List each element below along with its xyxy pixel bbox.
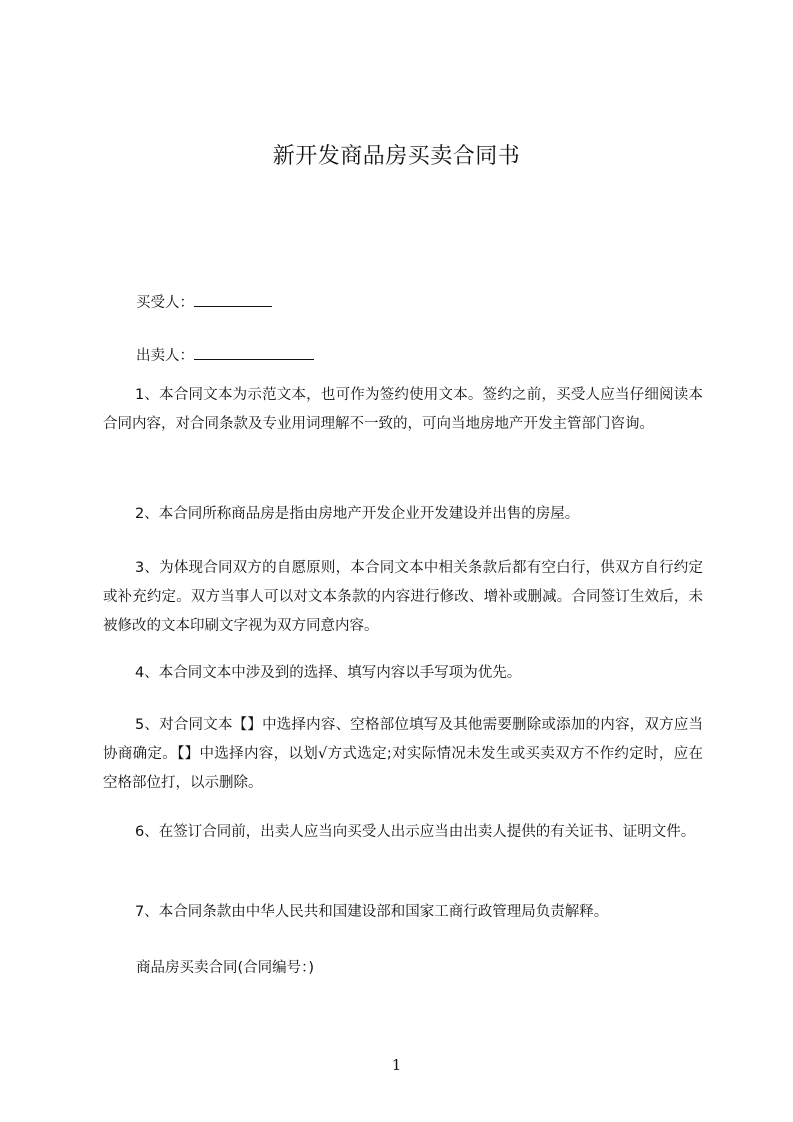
buyer-field: [136, 292, 272, 313]
contract-number-line: 商品房买卖合同(合同编号：): [136, 960, 315, 976]
paragraph-2: 2、本合同所称商品房是指由房地产开发企业开发建设并出售的房屋。: [135, 506, 580, 522]
buyer-blank-line: [194, 292, 272, 307]
paragraph-6: 6、在签订合同前，出卖人应当向买受人出示应当由出卖人提供的有关证书、证明文件。: [135, 824, 696, 840]
document-title: 新开发商品房买卖合同书: [272, 144, 521, 169]
paragraph-3: 3、为体现合同双方的自愿原则，本合同文本中相关条款后都有空白行，供双方自行约定或补充约定。双方当事人可以对文本条款的内容进行修改、增补或删减。合同签订生效后，未被修改的文本印刷文字视为双方同意内容。: [103, 560, 703, 634]
seller-blank-line: [194, 345, 314, 360]
page-number: 1: [391, 1056, 402, 1074]
paragraph-4: 4、本合同文本中涉及到的选择、填写内容以手写项为优先。: [135, 665, 522, 681]
buyer-label: 买受人：: [136, 295, 194, 311]
paragraph-5: 5、对合同文本【】中选择内容、空格部位填写及其他需要删除或添加的内容，双方应当协商确定。【】中选择内容，以划√方式选定;对实际情况未发生或买卖双方不作约定时，应在空格部位打，以示删除。: [103, 717, 703, 791]
paragraph-7: 7、本合同条款由中华人民共和国建设部和国家工商行政管理局负责解释。: [135, 904, 609, 920]
seller-field: [136, 345, 314, 366]
seller-label: 出卖人：: [136, 348, 194, 364]
paragraph-1: 1、本合同文本为示范文本，也可作为签约使用文本。签约之前，买受人应当仔细阅读本合同内容，对合同条款及专业用词理解不一致的，可向当地房地产开发主管部门咨询。: [103, 387, 703, 432]
